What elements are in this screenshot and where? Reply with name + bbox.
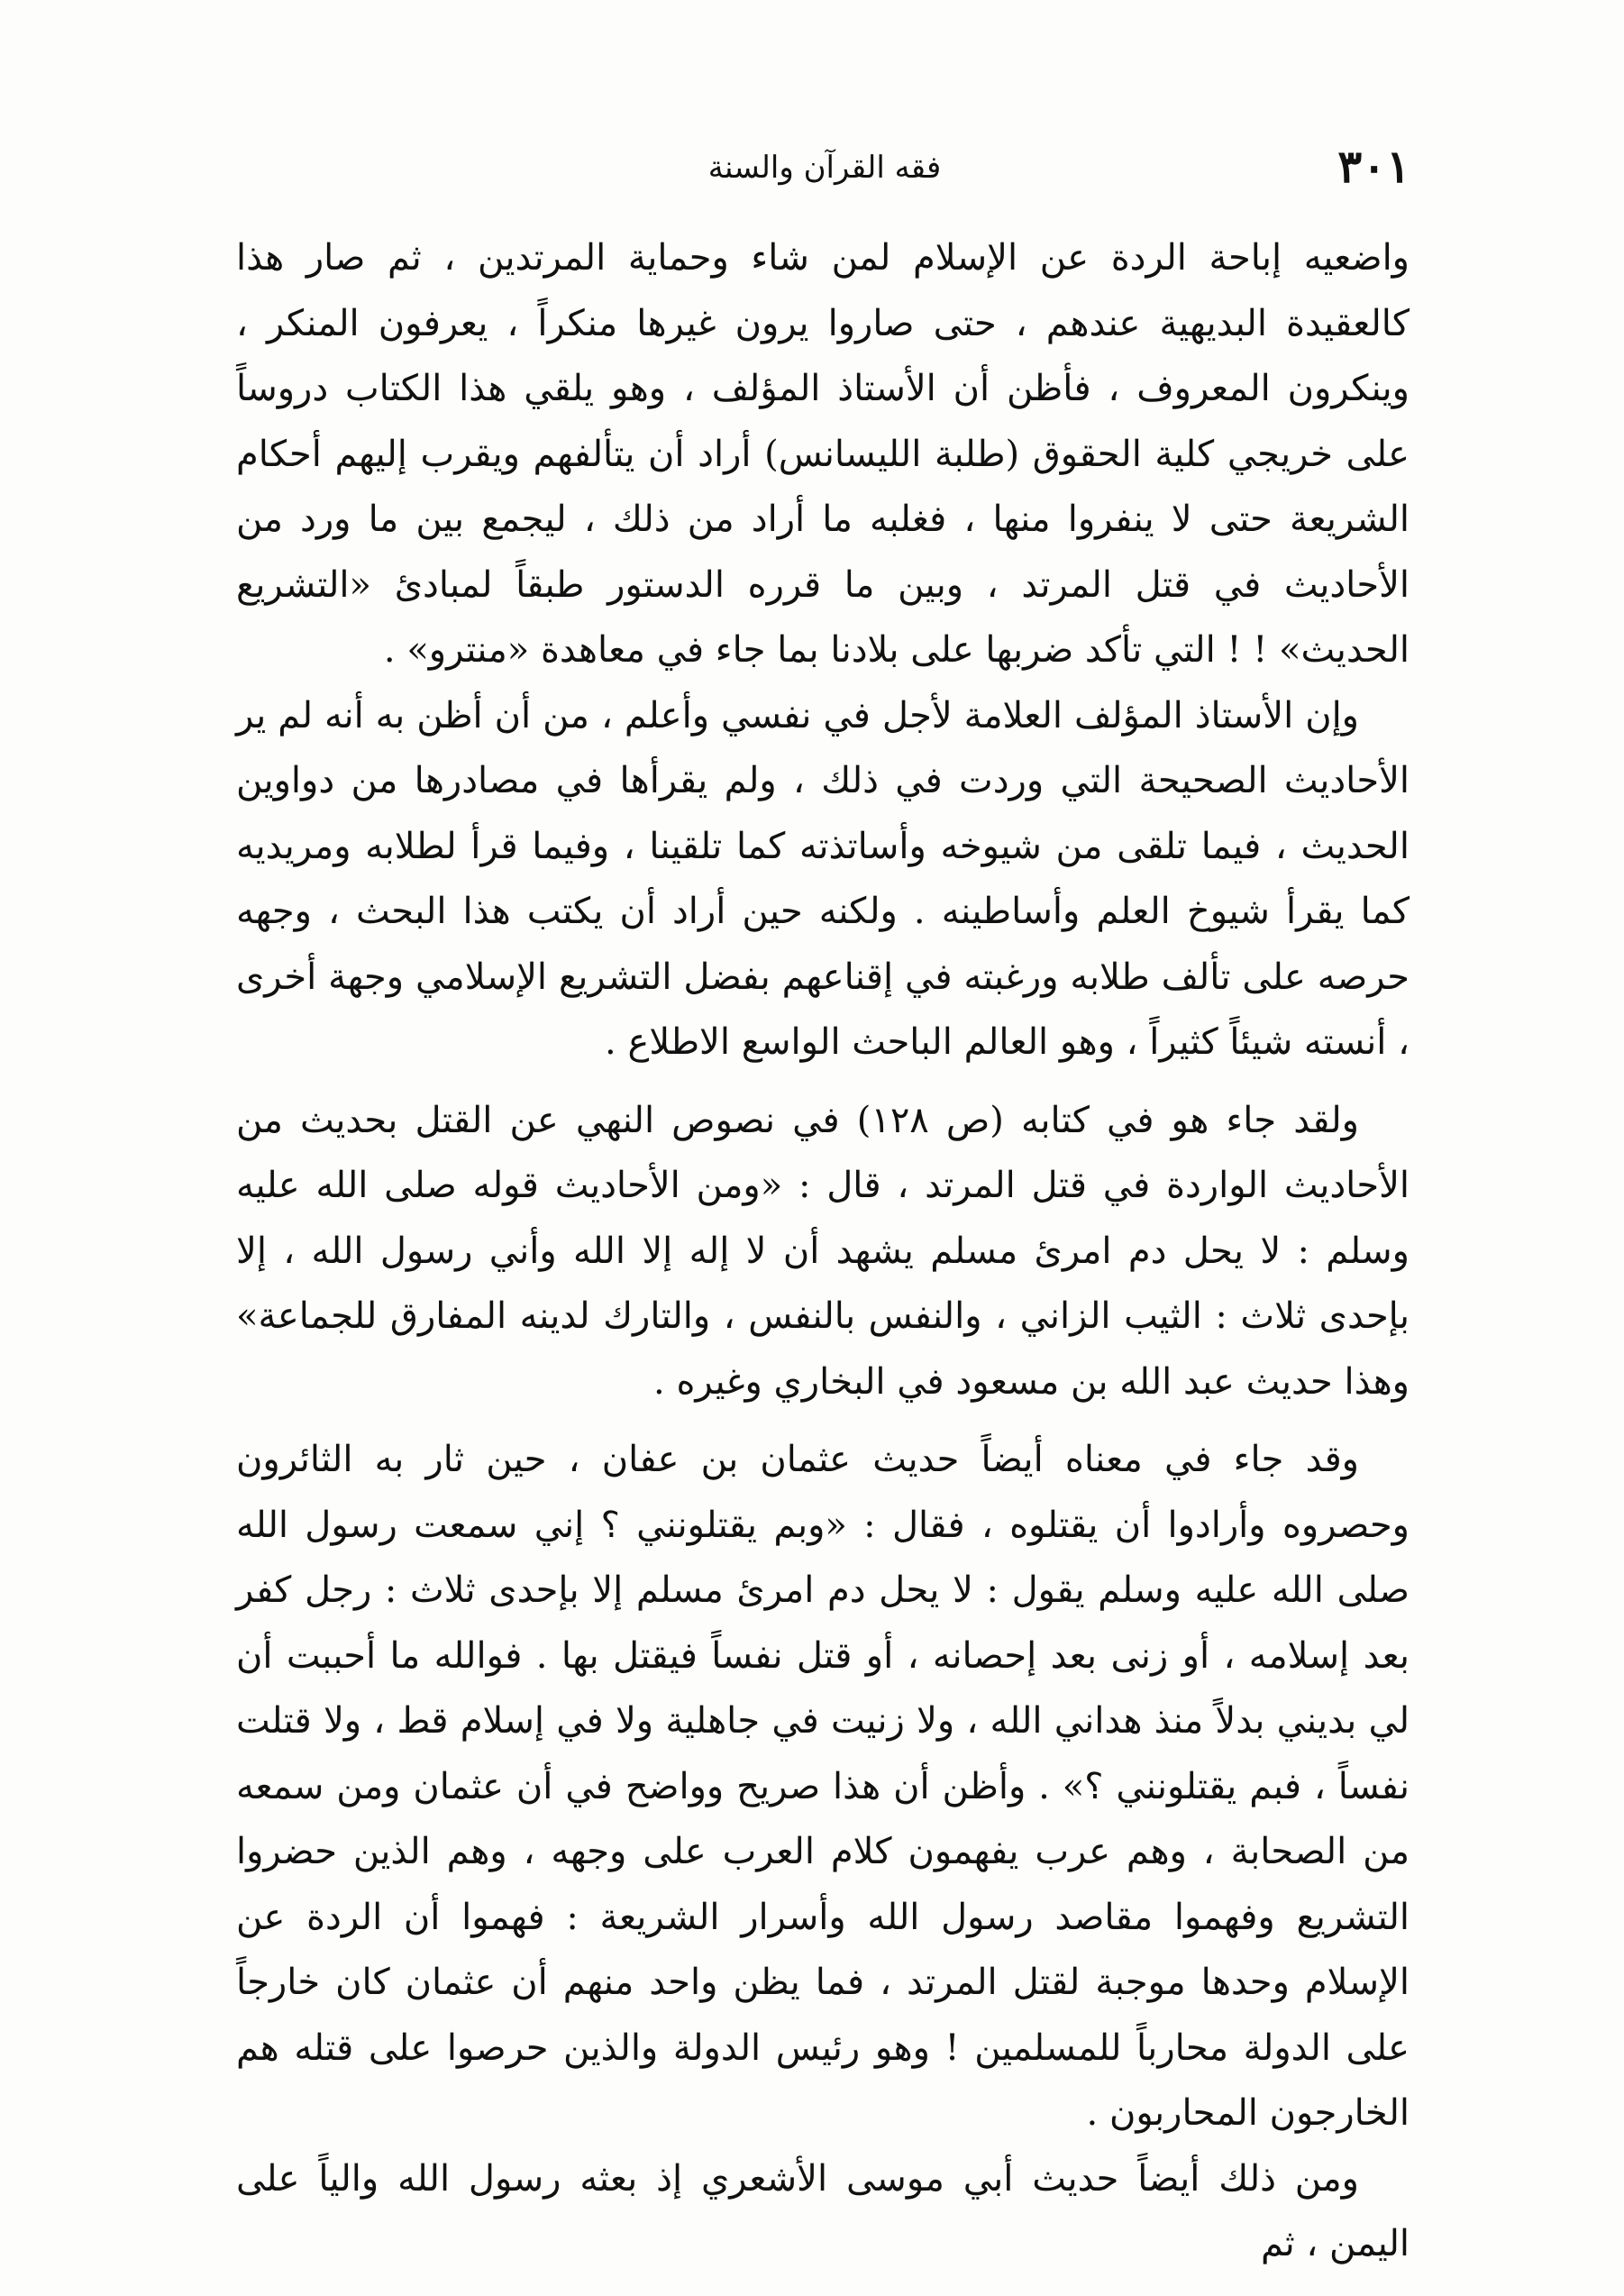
- body-text: [236, 225, 1410, 2277]
- paragraph: وإن الأستاذ المؤلف العلامة لأجل في نفسي وأعلم ، من أن أظن به أنه لم ير الأحاديث الصحيحة التي وردت في ذلك ، ولم يقرأها في مصادرها من دواوين الحديث ، فيما تلقى من شيوخه وأساتذته كما تلقينا ، وفيما قرأ لطلابه ومريديه كما يقرأ شيوخ العلم وأساطينه . ولكنه حين أراد أن يكتب هذا البحث ، وجهه حرصه على تألف طلابه ورغبته في إقناعهم بفضل التشريع الإسلامي وجهة أخرى ، أنسته شيئاً كثيراً ، وهو العالم الباحث الواسع الاطلاع .: [236, 694, 1410, 1063]
- running-title: فقه القرآن والسنة: [707, 150, 942, 186]
- page-header: [239, 135, 1410, 198]
- page-number: ٣٠١: [1337, 140, 1410, 193]
- paragraph: وقد جاء في معناه أيضاً حديث عثمان بن عفان ، حين ثار به الثائرون وحصروه وأرادوا أن يقتلوه ، فقال : «وبم يقتلونني ؟ إني سمعت رسول الله صلى الله عليه وسلم يقول : لا يحل دم امرئ مسلم إلا بإحدى ثلاث : رجل كفر بعد إسلامه ، أو زنى بعد إحصانه ، أو قتل نفساً فيقتل بها . فوالله ما أحببت أن لي بديني بدلاً منذ هداني الله ، ولا زنيت في جاهلية ولا في إسلام قط ، ولا قتلت نفساً ، فبم يقتلونني ؟» . وأظن أن هذا صريح وواضح في أن عثمان ومن سمعه من الصحابة ، وهم عرب يفهمون كلام العرب على وجهه ، وهم الذين حضروا التشريع وفهموا مقاصد رسول الله وأسرار الشريعة : فهموا أن الردة عن الإسلام وحدها موجبة لقتل المرتد ، فما يظن واحد منهم أن عثمان كان خارجاً على الدولة محارباً للمسلمين ! وهو رئيس الدولة والذين حرصوا على قتله هم الخارجون المحاربون .: [236, 1439, 1410, 2134]
- paragraph: واضعيه إباحة الردة عن الإسلام لمن شاء وحماية المرتدين ، ثم صار هذا كالعقيدة البديهية عندهم ، حتى صاروا يرون غيرها منكراً ، يعرفون المنكر ، وينكرون المعروف ، فأظن أن الأستاذ المؤلف ، وهو يلقي هذا الكتاب دروساً على خريجي كلية الحقوق (طلبة الليسانس) أراد أن يتألفهم ويقرب إليهم أحكام الشريعة حتى لا ينفروا منها ، فغلبه ما أراد من ذلك ، ليجمع بين ما ورد من الأحاديث في قتل المرتد ، وبين ما قرره الدستور طبقاً لمبادئ «التشريع الحديث» ! ! التي تأكد ضربها على بلادنا بما جاء في معاهدة «منترو» .: [236, 237, 1410, 671]
- paragraph: ولقد جاء هو في كتابه (ص ١٢٨) في نصوص النهي عن القتل بحديث من الأحاديث الواردة في قتل المرتد ، قال : «ومن الأحاديث قوله صلى الله عليه وسلم : لا يحل دم امرئ مسلم يشهد أن لا إله إلا الله وأني رسول الله ، إلا بإحدى ثلاث : الثيب الزاني ، والنفس بالنفس ، والتارك لدينه المفارق للجماعة» وهذا حديث عبد الله بن مسعود في البخاري وغيره .: [236, 1099, 1410, 1403]
- paragraph: ومن ذلك أيضاً حديث أبي موسى الأشعري إذ بعثه رسول الله والياً على اليمن ، ثم: [236, 2157, 1410, 2264]
